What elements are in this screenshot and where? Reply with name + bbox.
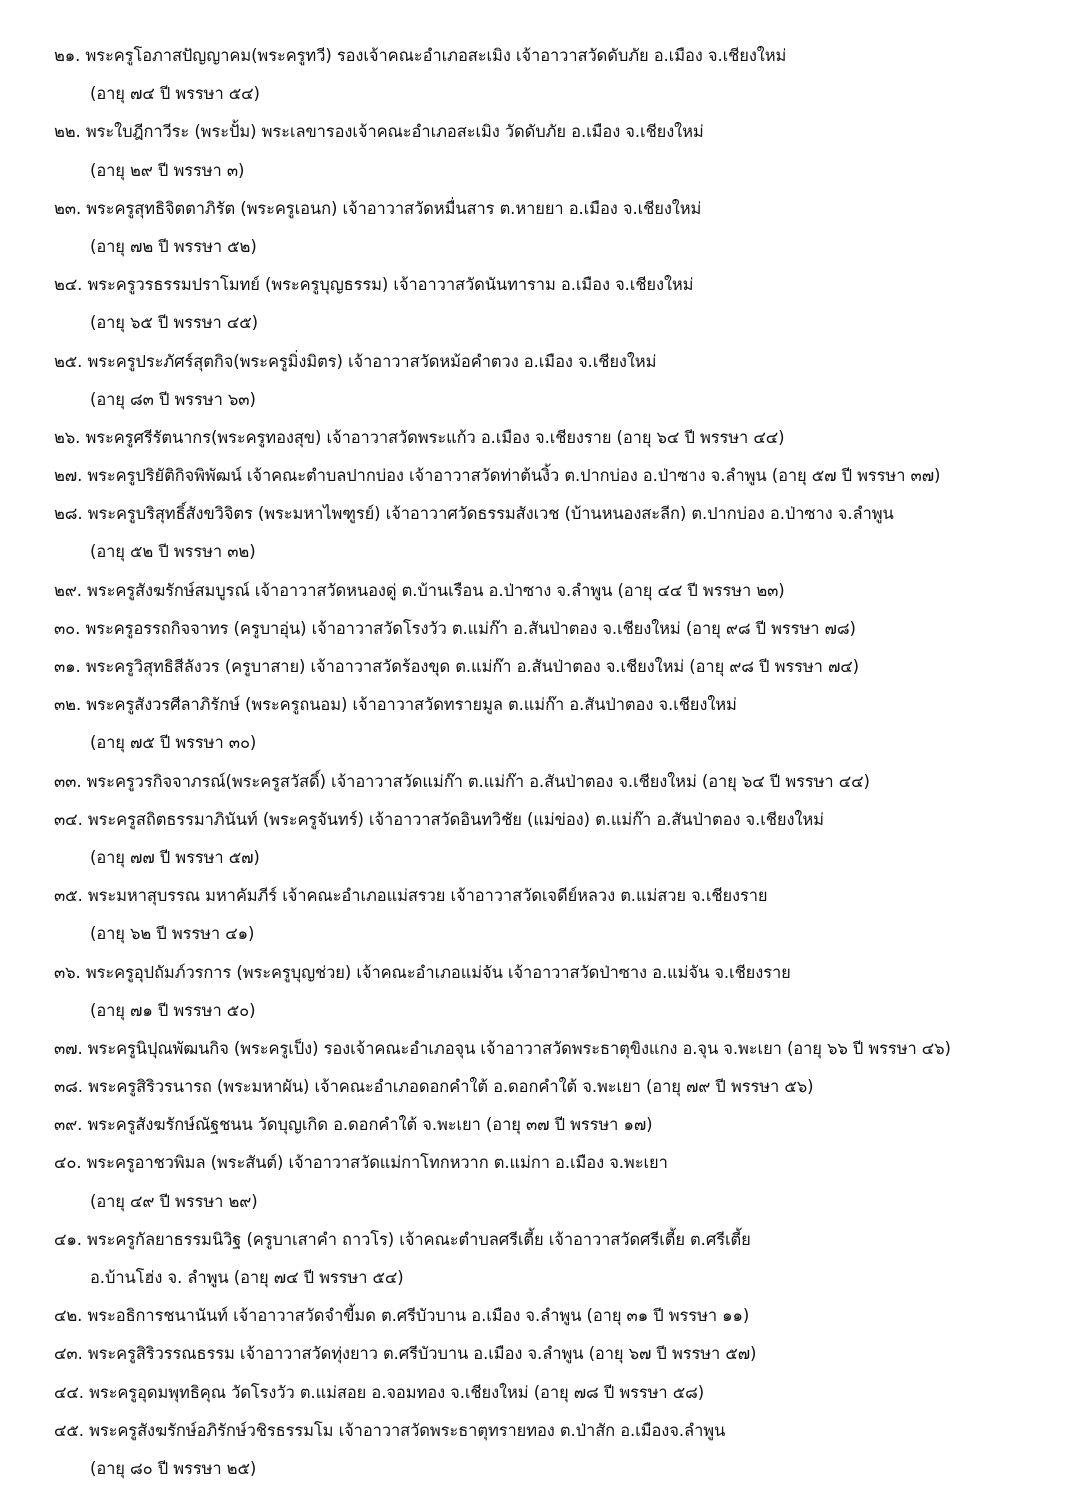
entry-text: ๓๗. พระครูนิปุณพัฒนกิจ (พระครูเป็ง) รองเจ้าคณะอำเภอจุน เจ้าอาวาสวัดพระธาตุขิงแกง อ.จุน จ.พะเยา (อายุ ๖๖ ปี พรรษา ๔๖) — [54, 1038, 951, 1058]
list-item — [0, 266, 1080, 342]
entry-continuation-text: (อายุ ๒๙ ปี พรรษา ๓) — [90, 160, 245, 180]
list-item — [0, 1144, 1080, 1220]
entry-text: ๓๕. พระมหาสุบรรณ มหาคัมภีร์ เจ้าคณะอำเภอแม่สรวย เจ้าอาวาสวัดเจดีย์หลวง ต.แม่สวย จ.เชียงราย — [54, 886, 768, 906]
list-item — [0, 343, 1080, 419]
entry-text: ๒๗. พระครูปริยัติกิจพิพัฒน์ เจ้าคณะตำบลปากบ่อง เจ้าอาวาสวัดท่าต้นงิ้ว ต.ปากบ่อง อ.ป่าซาง จ.ลำพูน (อายุ ๕๗ ปี พรรษา ๓๗) — [54, 466, 941, 486]
list-item — [0, 495, 1080, 571]
entry-text: ๓๑. พระครูวิสุทธิสีลังวร (ครูบาสาย) เจ้าอาวาสวัดร้องขุด ต.แม่ก๊า อ.สันป่าตอง จ.เชียงใหม่ (อายุ ๙๘ ปี พรรษา ๗๔) — [54, 657, 859, 676]
list-item — [0, 686, 1080, 762]
list-item — [0, 572, 1080, 610]
list-item — [0, 37, 1080, 113]
entry-text: ๒๑. พระครูโอภาสปัญญาคม(พระครูทวี) รองเจ้าคณะอำเภอสะเมิง เจ้าอาวาสวัดดับภัย อ.เมือง จ.เชียงใหม่ — [54, 46, 787, 65]
entry-text: ๓๙. พระครูสังฆรักษ์ณัฐชนน วัดบุญเกิด อ.ดอกคำใต้ จ.พะเยา (อายุ ๓๗ ปี พรรษา ๑๗) — [54, 1115, 653, 1135]
list-item — [0, 190, 1080, 266]
entry-text: ๒๔. พระครูวรธรรมปราโมทย์ (พระครูบุญธรรม) เจ้าอาวาสวัดนันทาราม อ.เมือง จ.เชียงใหม่ — [54, 275, 694, 295]
entry-continuation-text: (อายุ ๖๕ ปี พรรษา ๔๕) — [90, 313, 258, 333]
entry-text: ๔๔. พระครูอุดมพุทธิคุณ วัดโรงวัว ต.แม่สอย อ.จอมทอง จ.เชียงใหม่ (อายุ ๗๘ ปี พรรษา ๕๘) — [54, 1382, 705, 1402]
entry-text: ๒๓. พระครูสุทธิจิตตาภิรัต (พระครูเอนก) เจ้าอาวาสวัดหมื่นสาร ต.หายยา อ.เมือง จ.เชียงใหม่ — [54, 198, 702, 218]
entry-continuation-text: (อายุ ๗๔ ปี พรรษา ๕๔) — [90, 84, 260, 104]
entry-text: ๓๓. พระครูวรกิจจาภรณ์(พระครูสวัสดิ์) เจ้าอาวาสวัดแม่ก๊า ต.แม่ก๊า อ.สันป่าตอง จ.เชียงใหม่ (อายุ ๖๔ ปี พรรษา ๔๔) — [54, 771, 870, 791]
list-item — [0, 801, 1080, 877]
entry-continuation-text: (อายุ ๕๒ ปี พรรษา ๓๒) — [90, 542, 256, 562]
entry-text: ๔๕. พระครูสังฆรักษ์อภิรักษ์วชิรธรรมโม เจ้าอาวาสวัดพระธาตุทรายทอง ต.ป่าสัก อ.เมืองจ.ลำพูน — [54, 1420, 726, 1440]
list-item — [0, 457, 1080, 495]
entry-text: ๔๐. พระครูอาชวพิมล (พระสันต์) เจ้าอาวาสวัดแม่กาโทกหวาก ต.แม่กา อ.เมือง จ.พะเยา — [54, 1153, 668, 1173]
list-item — [0, 1221, 1080, 1297]
list-item — [0, 1068, 1080, 1106]
entry-continuation-text: (อายุ ๗๕ ปี พรรษา ๓๐) — [90, 733, 257, 753]
entry-text: ๔๑. พระครูกัลยาธรรมนิวิฐ (ครูบาเสาคำ ถาวโร) เจ้าคณะตำบลศรีเตี้ย เจ้าอาวาสวัดศรีเตี้ย ต.ศรีเตี้ย — [54, 1229, 751, 1249]
entry-text: ๓๐. พระครูอรรถกิจจาทร (ครูบาอุ่น) เจ้าอาวาสวัดโรงวัว ต.แม่ก๊า อ.สันป่าตอง จ.เชียงใหม่ (อายุ ๙๘ ปี พรรษา ๗๘) — [54, 618, 856, 638]
entry-text: ๓๖. พระครูอุปถัมภ์วรการ (พระครูบุญช่วย) เจ้าคณะอำเภอแม่จัน เจ้าอาวาสวัดป่าซาง อ.แม่จัน จ.เชียงราย — [54, 962, 791, 982]
entry-continuation-text: อ.บ้านโฮ่ง จ. ลำพูน (อายุ ๗๔ ปี พรรษา ๕๔) — [90, 1268, 404, 1287]
entry-continuation-text: (อายุ ๗๗ ปี พรรษา ๕๗) — [90, 847, 260, 867]
list-item — [0, 1030, 1080, 1068]
entry-text: ๒๖. พระครูศรีรัตนากร(พระครูทองสุข) เจ้าอาวาสวัดพระแก้ว อ.เมือง จ.เชียงราย (อายุ ๖๔ ปี พรรษา ๔๔) — [54, 427, 785, 447]
entry-continuation-text: (อายุ ๘๐ ปี พรรษา ๒๕) — [90, 1458, 257, 1478]
entry-continuation-text: (อายุ ๗๑ ปี พรรษา ๕๐) — [90, 1000, 256, 1020]
entry-continuation-text: (อายุ ๗๒ ปี พรรษา ๕๒) — [90, 236, 257, 256]
list-item — [0, 1374, 1080, 1412]
entry-continuation-text: (อายุ ๖๒ ปี พรรษา ๔๑) — [90, 924, 255, 944]
list-item — [0, 954, 1080, 1030]
list-item — [0, 648, 1080, 686]
list-item — [0, 1412, 1080, 1488]
entry-continuation-text: (อายุ ๘๓ ปี พรรษา ๖๓) — [90, 389, 256, 409]
list-item — [0, 763, 1080, 801]
entry-text: ๒๙. พระครูสังฆรักษ์สมบูรณ์ เจ้าอาวาสวัดหนองดู่ ต.บ้านเรือน อ.ป่าซาง จ.ลำพูน (อายุ ๔๔ ปี พรรษา ๒๓) — [54, 580, 785, 600]
entry-text: ๓๔. พระครูสถิตธรรมาภินันท์ (พระครูจันทร์) เจ้าอาวาสวัดอินทวิชัย (แม่ข่อง) ต.แม่ก๊า อ.สันป่าตอง จ.เชียงใหม่ — [54, 809, 824, 829]
entry-text: ๓๒. พระครูสังวรศีลาภิรักษ์ (พระครูถนอม) เจ้าอาวาสวัดทรายมูล ต.แม่ก๊า อ.สันป่าตอง จ.เชียงใหม่ — [54, 695, 737, 715]
list-item — [0, 113, 1080, 189]
list-item — [0, 877, 1080, 953]
list-item — [0, 610, 1080, 648]
entry-text: ๒๘. พระครูบริสุทธิ์สังขวิจิตร (พระมหาไพฑูรย์) เจ้าอาวาศวัดธรรมสังเวช (บ้านหนองสะลีก) ต.ปากบ่อง อ.ป่าซาง จ.ลำพูน — [54, 504, 894, 524]
entry-text: ๒๒. พระใบฎีกาวีระ (พระปั้ม) พระเลขารองเจ้าคณะอำเภอสะเมิง วัดดับภัย อ.เมือง จ.เชียงใหม่ — [54, 122, 704, 142]
list-item — [0, 1297, 1080, 1335]
entry-text: ๔๒. พระอธิการชนานันท์ เจ้าอาวาสวัดจำขี้มด ต.ศรีบัวบาน อ.เมือง จ.ลำพูน (อายุ ๓๑ ปี พรรษา ๑๑) — [54, 1306, 750, 1326]
entry-text: ๒๕. พระครูประภัศร์สุตกิจ(พระครูมิ่งมิตร) เจ้าอาวาสวัดหม้อคำตวง อ.เมือง จ.เชียงใหม่ — [54, 351, 657, 371]
list-item — [0, 1335, 1080, 1373]
list-item — [0, 419, 1080, 457]
entry-text: ๓๘. พระครูสิริวรนารถ (พระมหาผัน) เจ้าคณะอำเภอดอกคำใต้ อ.ดอกคำใต้ จ.พะเยา (อายุ ๗๙ ปี พรรษา ๕๖) — [54, 1077, 814, 1097]
entry-continuation-text: (อายุ ๔๙ ปี พรรษา ๒๙) — [90, 1191, 258, 1211]
entry-text: ๔๓. พระครูสิริวรรณธรรม เจ้าอาวาสวัดทุ่งยาว ต.ศรีบัวบาน อ.เมือง จ.ลำพูน (อายุ ๖๗ ปี พรรษา ๕๗) — [54, 1344, 757, 1364]
list-item — [0, 1106, 1080, 1144]
